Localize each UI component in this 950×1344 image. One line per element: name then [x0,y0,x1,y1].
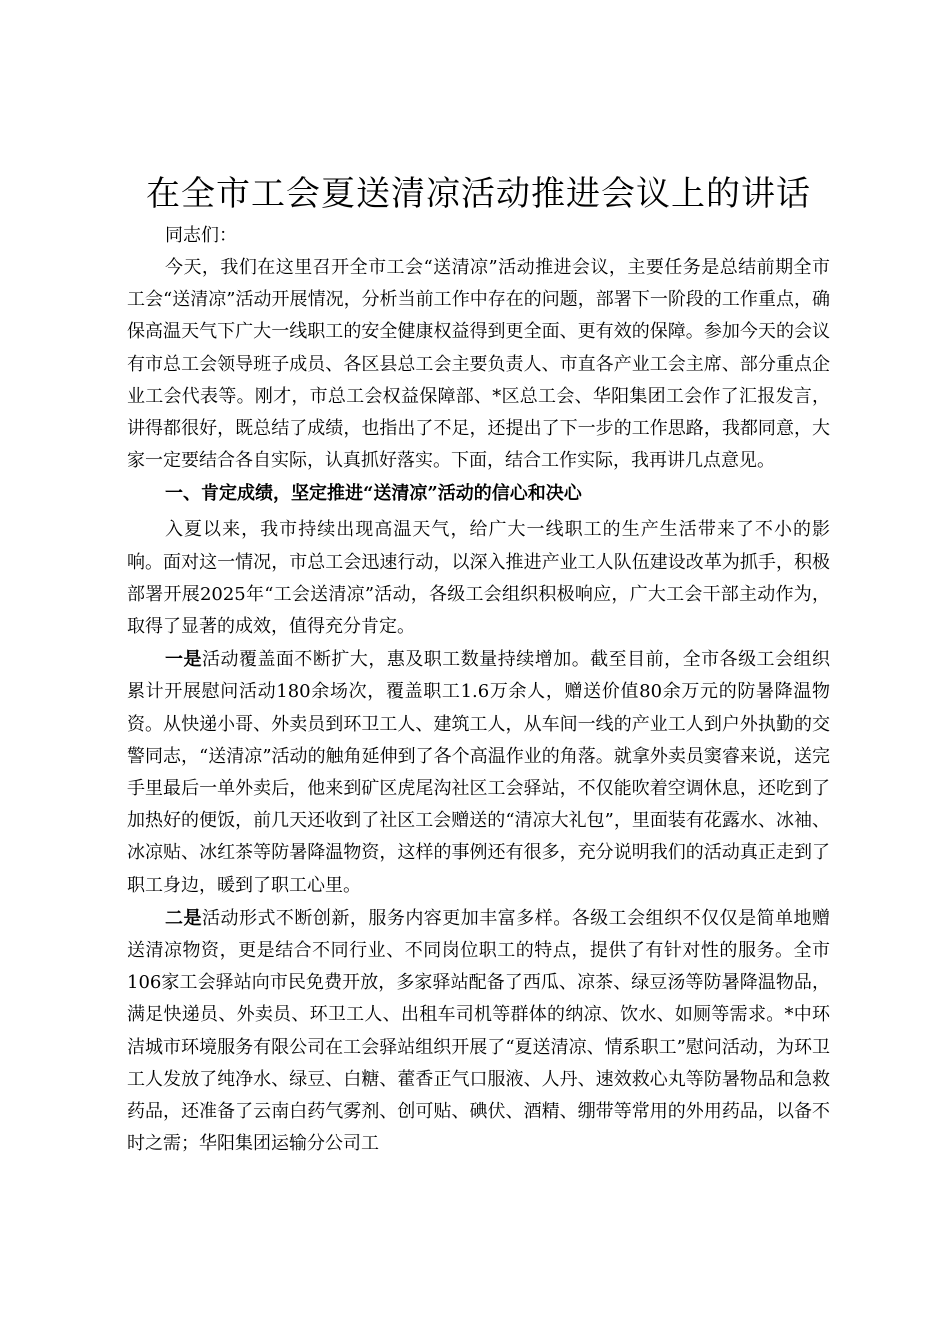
point-lead-second: 二是 [165,907,202,929]
point-lead-first: 一是 [165,649,202,671]
section-paragraph-first-point [127,644,830,902]
section-paragraph-intro: 入夏以来，我市持续出现高温天气，给广大一线职工的生产生活带来了不小的影响。面对这一情况，市总工会迅速行动，以深入推进产业工人队伍建设改革为抓手，积极部署开展2025年“工会送清凉”活动，各级工会组织积极响应，广大工会干部主动作为，取得了显著的成效，值得充分肯定。 [127,519,830,638]
section-heading: 一、肯定成绩，坚定推进“送清凉”活动的信心和决心 [165,483,582,505]
document-title: 在全市工会夏送清凉活动推进会议上的讲话 [146,174,811,214]
point-text-first: 活动覆盖面不断扩大，惠及职工数量持续增加。截至目前，全市各级工会组织累计开展慰问活动180余场次，覆盖职工1.6万余人，赠送价值80余万元的防暑降温物资。从快递小哥、外卖员到环卫工人、建筑工人，从车间一线的产业工人到户外执勤的交警同志，“送清凉”活动的触角延伸到了各个高温作业的角落。就拿外卖员窦睿来说，送完手里最后一单外卖后，他来到矿区虎尾沟社区工会驿站，不仅能吹着空调休息，还吃到了加热好的便饭，前几天还收到了社区工会赠送的“清凉大礼包”，里面装有花露水、冰袖、冰凉贴、冰红茶等防暑降温物资，这样的事例还有很多，充分说明我们的活动真正走到了职工身边，暖到了职工心里。 [127,649,831,896]
salutation: 同志们： [165,225,237,246]
document-body [127,168,830,1161]
intro-paragraph: 今天，我们在这里召开全市工会“送清凉”活动推进会议，主要任务是总结前期全市工会“送清凉”活动开展情况，分析当前工作中存在的问题，部署下一阶段的工作重点，确保高温天气下广大一线职工的安全健康权益得到更全面、更有效的保障。参加今天的会议有市总工会领导班子成员、各区县总工会主要负责人、市直各产业工会主席、部分重点企业工会代表等。刚才，市总工会权益保障部、*区总工会、华阳集团工会作了汇报发言，讲得都很好，既总结了成绩，也指出了不足，还提出了下一步的工作思路，我都同意，大家一定要结合各自实际，认真抓好落实。下面，结合工作实际，我再讲几点意见。 [127,257,830,472]
point-text-second: 活动形式不断创新，服务内容更加丰富多样。各级工会组织不仅仅是简单地赠送清凉物资，更是结合不同行业、不同岗位职工的特点，提供了有针对性的服务。全市106家工会驿站向市民免费开放，多家驿站配备了西瓜、凉茶、绿豆汤等防暑降温物品，满足快递员、外卖员、环卫工人、出租车司机等群体的纳凉、饮水、如厕等需求。*中环洁城市环境服务有限公司在工会驿站组织开展了“夏送清凉、情系职工”慰问活动，为环卫工人发放了纯净水、绿豆、白糖、藿香正气口服液、人丹、速效救心丸等防暑物品和急救药品，还准备了云南白药气雾剂、创可贴、碘伏、酒精、绷带等常用的外用药品，以备不时之需；华阳集团运输分公司工 [127,907,831,1155]
section-paragraph-second-point [127,903,830,1161]
